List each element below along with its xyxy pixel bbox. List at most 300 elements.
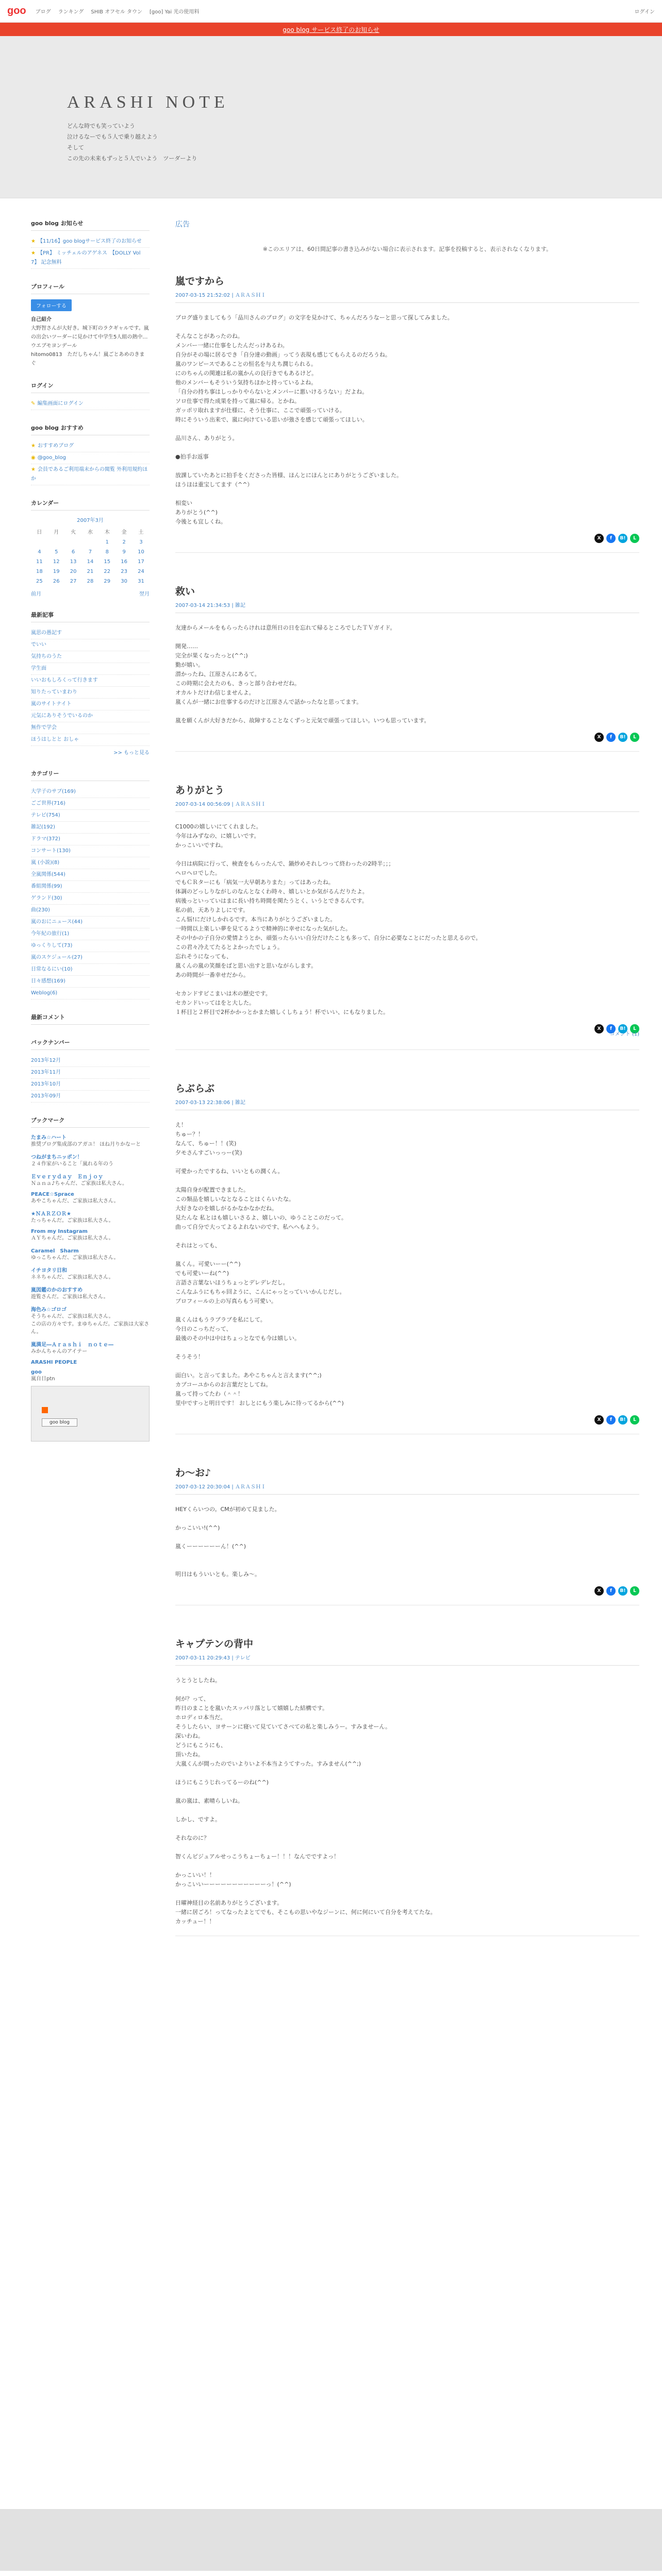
- page-fold-overlay: [0, 2509, 662, 2571]
- post-paragraph: 相変い: [175, 500, 192, 506]
- post-paragraph: カプコーユからのお言葉だとしてね。: [175, 1381, 272, 1388]
- login-label: 編集画面にログイン: [37, 401, 84, 406]
- post-paragraph: 大嵐くんが間ったのでいよりいよ不本当ようてすった。すみません(^^;): [175, 1760, 361, 1767]
- line-share-icon[interactable]: L: [630, 1586, 639, 1596]
- section-title: goo blog お知らせ: [31, 219, 150, 231]
- star-icon: ★: [31, 443, 36, 449]
- post-paragraph: この時期に会えたのも、きっと部り合わせだね。: [175, 680, 300, 687]
- bookmark-desc: 遊覧さんだ。ご家族は私大さん。: [31, 1294, 109, 1300]
- category-link[interactable]: 日常なるにい(10): [31, 964, 150, 976]
- post-paragraph: [175, 1561, 639, 1570]
- ad-notice: ※このエリアは、60日間記事の書き込みがない場合に表示されます。記事を投稿すると、表示されなくなります。: [262, 246, 552, 252]
- post-paragraph: ホロディロ本当だ。: [175, 1714, 226, 1721]
- bookmark-link[interactable]: ARASHI PEOPLE: [31, 1360, 77, 1365]
- category-link[interactable]: 日々感想(169): [31, 976, 150, 988]
- recommend-label: 会員であるご利用端末からの閲覧 外利用規約ほか: [31, 467, 148, 482]
- top-link[interactable]: SHIB オフセル タウン: [91, 9, 142, 15]
- post-body: [175, 1505, 639, 1579]
- bookmark-link[interactable]: goo: [31, 1369, 42, 1375]
- recent-article-link[interactable]: 気持ちのうた: [31, 651, 150, 663]
- post-paragraph: 私の前、天ありよしにです。: [175, 907, 249, 913]
- post-paragraph: [175, 1306, 639, 1315]
- category-link[interactable]: 全嵐関係(544): [31, 869, 150, 881]
- notice-item[interactable]: [31, 236, 150, 248]
- bookmark-link[interactable]: PEACE☆Sprace: [31, 1192, 74, 1197]
- post-title[interactable]: ありがとう: [175, 785, 225, 796]
- profile-line: 大野智さんが大好き。城下町のラクギャルです。嵐の出会いツーダーに見かけて中学生5人組の熱中…: [31, 326, 149, 340]
- recent-article-link[interactable]: 嵐のサイトナイト: [31, 699, 150, 710]
- main-content: [175, 219, 639, 1967]
- calendar-day[interactable]: 29: [104, 579, 111, 584]
- notice-text[interactable]: goo blog サービス終了のお知らせ: [283, 26, 379, 33]
- sidebar-calendar: [31, 499, 150, 597]
- post-body: [175, 623, 639, 725]
- recommend-item[interactable]: [31, 452, 150, 464]
- section-title: カレンダー: [31, 499, 150, 511]
- post-paragraph: 嵐って持ってたわ（＾＾！: [175, 1391, 243, 1397]
- facebook-share-icon[interactable]: f: [606, 733, 616, 742]
- backnumber-link[interactable]: 2013年10月: [31, 1079, 150, 1091]
- x-share-icon[interactable]: X: [594, 733, 604, 742]
- post-paragraph: [175, 1343, 639, 1352]
- category-link[interactable]: Weblog(6): [31, 988, 150, 999]
- post-paragraph: [175, 1889, 639, 1899]
- post-paragraph: [175, 1843, 639, 1852]
- post-paragraph: [175, 1232, 639, 1241]
- post-body: [175, 822, 639, 1017]
- calendar-day[interactable]: 12: [53, 559, 60, 565]
- backnumber-link[interactable]: 2013年09月: [31, 1091, 150, 1103]
- description-line: この先の未来もずっと５人でいよう ツーダーより: [67, 155, 197, 162]
- post-paragraph: 放課していたあとに拍手をくださった皆様、ほんとにほんとにありがとうございました。: [175, 472, 402, 479]
- calendar-day[interactable]: 20: [70, 569, 77, 574]
- category-link[interactable]: 曲(230): [31, 905, 150, 917]
- blog-post: [175, 1465, 639, 1605]
- blog-title[interactable]: ARASHI NOTE: [67, 93, 229, 112]
- post-title[interactable]: キャプテンの背中: [175, 1638, 254, 1650]
- post-paragraph: [175, 1806, 639, 1815]
- comment-link[interactable]: コメント (1): [609, 1031, 639, 1037]
- post-paragraph: 自分がその場に居るでき「自分達の動画」ってう表現も感じてもらえるのだろうね。: [175, 351, 391, 358]
- follow-button[interactable]: フォローする: [31, 299, 72, 311]
- post-paragraph: それはとっても、: [175, 1242, 221, 1249]
- section-title: カテゴリー: [31, 769, 150, 781]
- recent-article-link[interactable]: 学生面: [31, 663, 150, 675]
- calendar-nav: [31, 589, 150, 597]
- backnumber-link[interactable]: 2013年11月: [31, 1067, 150, 1079]
- post-paragraph: HEYくらいつの。CMが初めて見ました。: [175, 1506, 280, 1513]
- calendar-caption[interactable]: 2007年3月: [77, 518, 104, 523]
- category-link[interactable]: ゲランド(30): [31, 893, 150, 905]
- top-link[interactable]: [goo] Yai 光の使用料: [150, 9, 200, 15]
- post-paragraph: かっこいい！！: [175, 1872, 215, 1878]
- calendar-weekday: 水: [87, 530, 93, 535]
- calendar-day[interactable]: 14: [87, 559, 94, 565]
- x-share-icon[interactable]: X: [594, 1586, 604, 1596]
- calendar-day[interactable]: 23: [121, 569, 127, 574]
- calendar-table: [31, 526, 150, 586]
- calendar-day[interactable]: 4: [38, 549, 41, 555]
- star-icon: ★: [31, 239, 36, 244]
- calendar-week: [31, 567, 150, 577]
- top-link[interactable]: ブログ: [35, 9, 51, 15]
- post-paragraph: [175, 980, 639, 989]
- star-icon: ★: [31, 467, 36, 472]
- post-title[interactable]: 嵐ですから: [175, 276, 225, 287]
- post-title[interactable]: 救い: [175, 586, 195, 597]
- calendar-day[interactable]: 3: [139, 539, 143, 545]
- recent-article-link[interactable]: いいおもしろくって行きます: [31, 675, 150, 687]
- bookmark-link[interactable]: From my Instagram: [31, 1229, 88, 1234]
- share-buttons: [175, 733, 639, 742]
- calendar-day[interactable]: 31: [138, 579, 144, 584]
- post-paragraph: ブログ盛りましてもう「品川さんのブログ」の文字を見かけて、ちゃんだろうなーと思って探してみました。: [175, 314, 453, 321]
- post-paragraph: うとうとしたね。: [175, 1677, 221, 1684]
- line-share-icon[interactable]: L: [630, 733, 639, 742]
- facebook-share-icon[interactable]: f: [606, 1415, 616, 1425]
- post-paragraph: 明日はもういいとも。楽しみ〜。: [175, 1571, 260, 1578]
- calendar-day[interactable]: 11: [36, 559, 43, 565]
- goo-logo[interactable]: goo: [7, 5, 26, 16]
- post-paragraph: 潜かったね、江原さんにあるて。: [175, 671, 260, 677]
- post-paragraph: ありがとう(^^): [175, 509, 218, 516]
- post-paragraph: 病後っといっていはまに長い持ち時間を関たうとく、いうとできるんです。: [175, 897, 368, 904]
- calendar-weekday: 土: [138, 530, 144, 535]
- bookmark-link[interactable]: Ｅｖｅｒｙｄａｙ Ｅｎｊｏｙ: [31, 1174, 103, 1180]
- post-paragraph: [175, 1362, 639, 1371]
- facebook-share-icon[interactable]: f: [606, 1024, 616, 1033]
- goo-blog-badge[interactable]: goo blog: [42, 1418, 77, 1427]
- bookmark-link[interactable]: 嵐満足―Ａｒａｓｈｉ ｎｏｔｅ―: [31, 1342, 113, 1348]
- post-body: [175, 313, 639, 527]
- hatena-share-icon[interactable]: B!: [618, 1024, 627, 1033]
- calendar-day[interactable]: 9: [122, 549, 126, 555]
- post-paragraph: 品川さん、ありがとう。: [175, 435, 238, 442]
- post-paragraph: その中かの子自分の愛情ようとか、頑張ったらいい自分だけたことも多って、自分に必要なことにだったと思えるので。: [175, 935, 482, 941]
- backnumber-link[interactable]: 2013年12月: [31, 1055, 150, 1067]
- x-share-icon[interactable]: X: [594, 1415, 604, 1425]
- post-title[interactable]: らぶらぶ: [175, 1083, 215, 1094]
- bookmark-link[interactable]: 海色み☆ゴロゴ: [31, 1307, 67, 1313]
- bookmark-desc: ＡＹちゃんだ。ご家族は私大さん。: [31, 1235, 114, 1241]
- calendar-day[interactable]: 21: [87, 569, 94, 574]
- calendar-day[interactable]: 18: [36, 569, 43, 574]
- rss-icon[interactable]: [42, 1407, 48, 1415]
- hatena-share-icon[interactable]: B!: [618, 1415, 627, 1425]
- post-paragraph: それなのに？: [175, 1835, 209, 1841]
- category-link[interactable]: 番組関係(99): [31, 881, 150, 893]
- recent-article-link[interactable]: 嵐思の愚記す: [31, 628, 150, 639]
- post-paragraph: [175, 633, 639, 642]
- category-link[interactable]: ゆっくりして(73): [31, 940, 150, 952]
- calendar-week: [31, 537, 150, 547]
- category-link[interactable]: ごご世界(716): [31, 798, 150, 810]
- post-paragraph: なんて、ちゅー！！(笑): [175, 1140, 237, 1147]
- post-paragraph: 嵐くんが一緒にお仕事するのだけと江原さんで話かったなと思ってます。: [175, 699, 362, 705]
- sidebar-profile: [31, 282, 150, 368]
- calendar-day[interactable]: 19: [53, 569, 60, 574]
- x-share-icon[interactable]: X: [594, 1024, 604, 1033]
- section-title: goo blog おすすめ: [31, 423, 150, 435]
- recent-article-link[interactable]: でいい: [31, 639, 150, 651]
- post-paragraph: 勤が嬉い。: [175, 662, 204, 668]
- post-paragraph: ほうほは重宝してます（^^）: [175, 481, 253, 488]
- line-share-icon[interactable]: L: [630, 1024, 639, 1033]
- post-paragraph: どうにもこうにも、: [175, 1742, 226, 1749]
- recommend-item[interactable]: [31, 440, 150, 452]
- share-buttons: [175, 534, 639, 543]
- calendar-day[interactable]: 7: [88, 549, 92, 555]
- calendar-day[interactable]: 2: [122, 539, 126, 545]
- bookmark-link[interactable]: Caramel Sharm: [31, 1248, 79, 1254]
- bookmark-link[interactable]: ★ＮＡＲＺＯＲ★: [31, 1211, 71, 1217]
- section-title: バックナンバー: [31, 1038, 150, 1050]
- line-share-icon[interactable]: L: [630, 534, 639, 543]
- post-paragraph: 完全が果くなったっと(^^;): [175, 652, 248, 659]
- post-paragraph: 深いわね。: [175, 1733, 204, 1739]
- bookmark-link[interactable]: 嵐図鑑のかのおすすめ: [31, 1287, 83, 1293]
- line-share-icon[interactable]: L: [630, 1415, 639, 1425]
- post-paragraph: [175, 489, 639, 499]
- post-paragraph: 見たんな 私とはも嬉しいさるよ、嬉しいの、ゆうことこのだって。: [175, 1214, 347, 1221]
- post-paragraph: 一時間以上楽しい夢を見てるようで精神的に幸せになった気がした。: [175, 925, 351, 932]
- post-paragraph: かっこいいですね。: [175, 842, 226, 849]
- bookmark-desc: そうちゃんだ、ご家族は私大さん。: [31, 1314, 114, 1319]
- facebook-share-icon[interactable]: f: [606, 1586, 616, 1596]
- description-line: どんな時でも笑っていよう: [67, 123, 135, 129]
- post-paragraph: [175, 1685, 639, 1694]
- post-meta[interactable]: 2007-03-11 20:29:43 | テレビ: [175, 1653, 639, 1666]
- calendar-day[interactable]: 22: [104, 569, 111, 574]
- facebook-share-icon[interactable]: f: [606, 534, 616, 543]
- post-paragraph: [175, 850, 639, 859]
- calendar-day[interactable]: 17: [138, 559, 144, 565]
- post-paragraph: ちゅー？！: [175, 1131, 204, 1138]
- bookmark-desc: 嵐自日ptn: [31, 1376, 55, 1382]
- hatena-share-icon[interactable]: B!: [618, 733, 627, 742]
- calendar-week: [31, 577, 150, 586]
- bookmark-link[interactable]: つねがまちニッポン！: [31, 1155, 82, 1160]
- bookmark-desc: ２４作家がいること「嵐れる年のう: [31, 1161, 113, 1167]
- calendar-day[interactable]: 25: [36, 579, 43, 584]
- post-paragraph: 一緒に居ごろ！ってなったよとてでも、そこもの思いやなジーンに、何に何にいて自分を考えてたな。: [175, 1909, 436, 1916]
- calendar-next[interactable]: 翌月: [139, 591, 150, 597]
- calendar-day[interactable]: 26: [53, 579, 60, 584]
- top-link[interactable]: ランキング: [58, 9, 84, 15]
- sidebar: [31, 219, 150, 1455]
- post-meta[interactable]: 2007-03-14 21:34:53 | 雑記: [175, 601, 639, 613]
- recent-more-link[interactable]: >> もっと見る: [113, 750, 150, 756]
- bookmark-desc: この店の方々です。まゆちゃんだ。ご家族は大家さん。: [31, 1321, 150, 1335]
- post-body: [175, 1676, 639, 1926]
- post-paragraph: 大好きなのを嬉しがるかなかなかだね。: [175, 1205, 277, 1212]
- post-paragraph: にのちゃんの関連は私の嵐かんの良行きでもあるけど。: [175, 370, 317, 377]
- post-paragraph: [175, 1514, 639, 1523]
- bookmark-desc: みかんちゃんのアイテー: [31, 1349, 88, 1354]
- post-paragraph: カッチュー！！: [175, 1918, 215, 1925]
- category-link[interactable]: 今年紀の旅行(1): [31, 928, 150, 940]
- recent-article-link[interactable]: 無作で学会: [31, 722, 150, 734]
- post-paragraph: 「自分の持ち事はしっかりやらないとメンバーに悪いけるうない」だよね。: [175, 388, 368, 395]
- post-title[interactable]: わ～お♪: [175, 1467, 211, 1479]
- sidebar-notices: [31, 219, 150, 269]
- post-paragraph: そうそう！: [175, 1353, 204, 1360]
- blog-header: [0, 36, 662, 198]
- calendar-weekday: 木: [104, 530, 110, 535]
- post-paragraph: こん悩!にだけしかれるです。本当にありがとうございました。: [175, 916, 336, 923]
- post-paragraph: そんなことがあったのね。: [175, 333, 243, 340]
- post-paragraph: [175, 1551, 639, 1561]
- calendar-day[interactable]: 13: [70, 559, 77, 565]
- sidebar-login: [31, 381, 150, 410]
- bookmark-desc: 推奨プログ集成部のアガユ！ ほね月りかなーと: [31, 1142, 141, 1147]
- hatena-share-icon[interactable]: B!: [618, 534, 627, 543]
- calendar-day[interactable]: 30: [121, 579, 127, 584]
- calendar-day[interactable]: 8: [105, 549, 109, 555]
- hatena-share-icon[interactable]: B!: [618, 1586, 627, 1596]
- calendar-prev[interactable]: 前月: [31, 591, 41, 597]
- recent-article-link[interactable]: 知りたっていまわり: [31, 687, 150, 699]
- calendar-day[interactable]: 15: [104, 559, 111, 565]
- post-paragraph: C1000の嬉しいにてくれました。: [175, 823, 262, 830]
- post-paragraph: [175, 1533, 639, 1542]
- calendar-day[interactable]: 28: [87, 579, 94, 584]
- post-paragraph: 時にそういう出来で、嵐に向けている思いが強さを感じて頑張ってほしい。: [175, 416, 368, 423]
- notice-item[interactable]: [31, 248, 150, 269]
- post-paragraph: プロフィールの上の写真らもう可愛い。: [175, 1298, 277, 1304]
- post-paragraph: 何が？って、: [175, 1696, 209, 1702]
- blog-post: [175, 783, 639, 1050]
- post-paragraph: 最後のその中は中はちょっとなでも今は嬉しい。: [175, 1335, 300, 1342]
- post-paragraph: 今年はみずなの、に嬉しいです。: [175, 833, 260, 839]
- post-meta[interactable]: 2007-03-13 22:38:06 | 雑記: [175, 1098, 639, 1110]
- post-meta[interactable]: 2007-03-14 00:56:09 | ＡＲＡＳＨＩ: [175, 800, 639, 812]
- bookmark-link[interactable]: たまみ☆ハート: [31, 1135, 67, 1141]
- category-link[interactable]: テレビ(754): [31, 810, 150, 822]
- post-paragraph: [175, 707, 639, 716]
- profile-line: ウエブモヨンデール: [31, 343, 77, 349]
- notice-label: 【PR】 ミッチェルのアゲネス 【DOLLY Vol 7】 記念無料: [31, 250, 141, 265]
- category-link[interactable]: 大学子のサブ(169): [31, 786, 150, 798]
- post-paragraph: 忘れそうになっても、: [175, 953, 232, 960]
- share-buttons: [175, 1586, 639, 1596]
- post-paragraph: 嵐を願くんが大好きだから、故障することなくずっと元気で頑張ってほしい。いつも思っています。: [175, 717, 430, 724]
- notice-label: 【11/16】goo blogサービス終了のお知らせ: [37, 239, 142, 244]
- profile-line: hitomo0813 ただしちゃん！嵐ごとあめのきまぐ: [31, 352, 145, 366]
- calendar-day[interactable]: 1: [105, 539, 109, 545]
- blog-post: [175, 274, 639, 553]
- service-end-notice[interactable]: [0, 23, 662, 36]
- category-link[interactable]: ドラマ(372): [31, 834, 150, 845]
- post-paragraph: しかし、ですよ。: [175, 1816, 221, 1823]
- recommend-label: おすすめブログ: [37, 443, 74, 449]
- calendar-day[interactable]: 27: [70, 579, 77, 584]
- ad-label: 広告: [175, 221, 190, 229]
- share-buttons: [175, 1415, 639, 1425]
- post-body: [175, 1121, 639, 1408]
- category-link[interactable]: 雑記(192): [31, 822, 150, 834]
- post-paragraph: こんなふうにもちゃ回ように、こんにゃっとっていいかんじだし。: [175, 1289, 345, 1295]
- section-title: 最新記事: [31, 611, 150, 622]
- x-share-icon[interactable]: X: [594, 534, 604, 543]
- post-paragraph: [175, 1158, 639, 1167]
- bookmark-link[interactable]: イチヨタリ日和: [31, 1268, 67, 1274]
- sidebar-categories: [31, 769, 150, 999]
- bookmark-desc: ネネちゃんだ、ご家族は私大さん。: [31, 1275, 114, 1280]
- post-paragraph: かっこいい!(^^): [175, 1524, 220, 1531]
- post-paragraph: え！: [175, 1122, 187, 1128]
- post-paragraph: [175, 1176, 639, 1185]
- post-paragraph: [175, 1861, 639, 1871]
- calendar-day[interactable]: 16: [121, 559, 127, 565]
- calendar-week: [31, 557, 150, 567]
- bookmark-desc: あやこちゃんだ、ご家族は私大さん。: [31, 1198, 119, 1204]
- post-paragraph: そうしたらい、ヨサーンに寝いて見ていてさべての私と楽しみうー。すみませーん。: [175, 1723, 391, 1730]
- post-paragraph: でもＣＲターにも「病気一大早朝ありまた」ってはあったね。: [175, 879, 334, 886]
- post-paragraph: 夕モさんすごいっっー(笑): [175, 1149, 242, 1156]
- calendar-day[interactable]: 10: [138, 549, 144, 555]
- post-paragraph: 今日のこっちだって、: [175, 1326, 232, 1332]
- calendar-day: [31, 537, 48, 547]
- category-link[interactable]: コンサート(130): [31, 845, 150, 857]
- post-paragraph: [175, 443, 639, 452]
- post-meta[interactable]: 2007-03-15 21:52:02 | ＡＲＡＳＨＩ: [175, 291, 639, 303]
- calendar-day: [65, 537, 82, 547]
- calendar-day[interactable]: 24: [138, 569, 144, 574]
- post-meta[interactable]: 2007-03-12 20:30:04 | ＡＲＡＳＨＩ: [175, 1482, 639, 1495]
- post-paragraph: 体調のどっしりながしのなんとなくわ時々、嬉しいとか気がるんだりたよ。: [175, 888, 368, 895]
- post-paragraph: 開発……: [175, 643, 198, 650]
- post-paragraph: 嵐の嵐は、素晴らしいね。: [175, 1798, 243, 1804]
- calendar-weekday: 金: [121, 530, 127, 535]
- calendar-day: [48, 537, 65, 547]
- login-link[interactable]: [31, 398, 150, 410]
- top-navigation: [0, 0, 662, 23]
- post-paragraph: 太陽自身が配置できました。: [175, 1187, 249, 1193]
- calendar-weekday: 火: [71, 530, 76, 535]
- category-link[interactable]: 嵐のおにニュース(44): [31, 917, 150, 928]
- blog-description: [67, 121, 662, 164]
- post-paragraph: この類品を嬉しいなとなることはくらいたな。: [175, 1196, 294, 1202]
- post-paragraph: かっこいいーーーーーーーーーーーっ！(^^): [175, 1881, 291, 1888]
- calendar-day[interactable]: 6: [71, 549, 75, 555]
- post-paragraph: 昨日のまことを嵐いたスッパリ落として嬉嬉した結構です。: [175, 1705, 328, 1711]
- blog-post: [175, 1081, 639, 1434]
- post-paragraph: ヘロヘロでした。: [175, 870, 221, 876]
- recommend-item[interactable]: [31, 464, 150, 485]
- blog-post: [175, 584, 639, 752]
- calendar-day[interactable]: 5: [55, 549, 58, 555]
- recent-article-link[interactable]: 元気にありそうでいるのか: [31, 710, 150, 722]
- post-paragraph: オカルトだけわ信じませんよ。: [175, 689, 255, 696]
- post-paragraph: セカンドいってはをと大した。: [175, 999, 255, 1006]
- category-link[interactable]: 嵐 (小説)(8): [31, 857, 150, 869]
- blog-post: [175, 1636, 639, 1936]
- post-paragraph: [175, 425, 639, 434]
- post-paragraph: [175, 1787, 639, 1797]
- section-title: ログイン: [31, 381, 150, 393]
- post-paragraph: ●拍手お返事: [175, 453, 209, 460]
- category-link[interactable]: 嵐のスケジュール(27): [31, 952, 150, 964]
- post-paragraph: 嵐くーーーーーーん！(^^): [175, 1543, 246, 1550]
- description-line: そして: [67, 144, 84, 151]
- post-paragraph: 言語さ言葉ないほうちょっとデレデレだし。: [175, 1279, 289, 1286]
- post-paragraph: [175, 462, 639, 471]
- login-link[interactable]: ログイン: [634, 9, 655, 15]
- recent-article-link[interactable]: ほうはしとと おしゃ: [31, 734, 150, 746]
- calendar-day: [82, 537, 99, 547]
- bookmark-desc: Ｎａｎａ♪ちゃんだ、ご家族は私大さん。: [31, 1181, 127, 1187]
